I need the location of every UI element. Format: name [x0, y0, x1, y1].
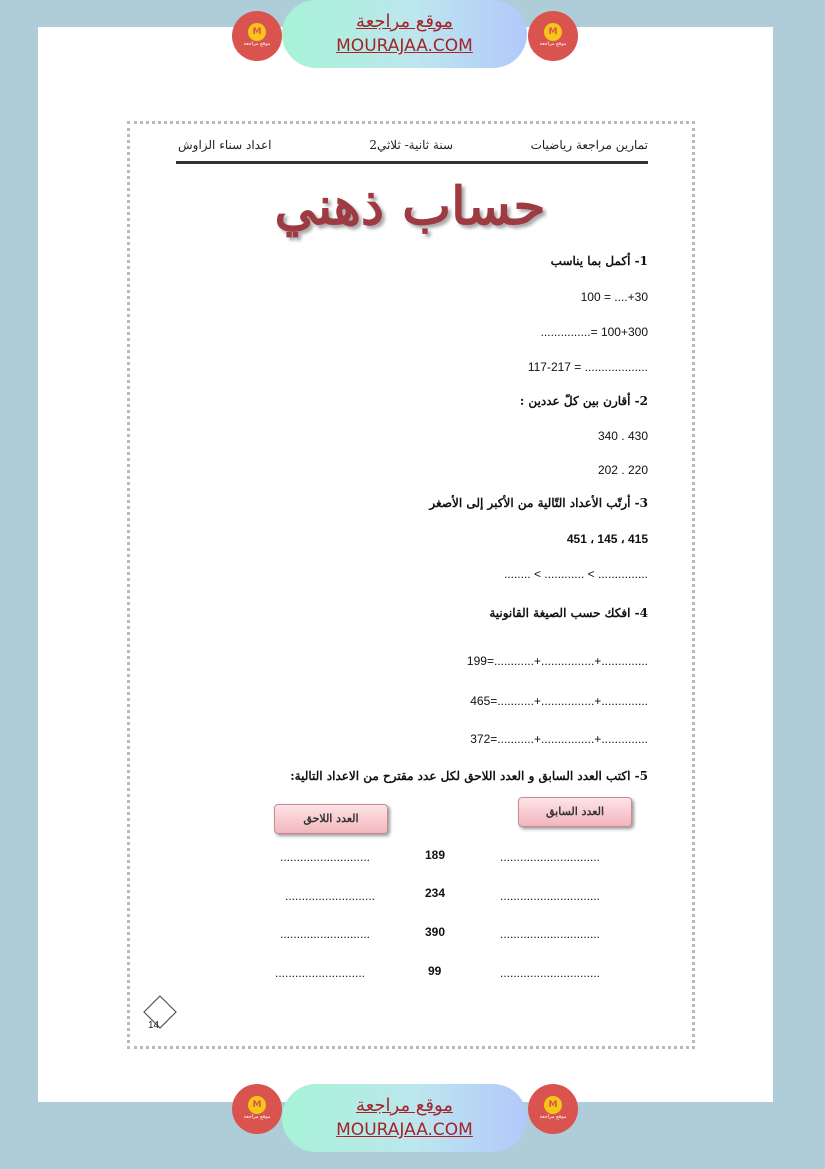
q4-heading: 4- افكك حسب الصيغة القانونية: [489, 606, 648, 620]
banner-arabic[interactable]: موقع مراجعة: [356, 11, 453, 32]
next-answer-dots: ...........................: [280, 927, 371, 941]
logo-caption: موقع مراجعة: [539, 41, 567, 47]
q3-answer-line: ........ < ............ < ...............: [503, 567, 648, 581]
q5-number: 390: [425, 925, 446, 939]
previous-number-label: العدد السابق: [518, 797, 632, 827]
q2-line: 202 . 220: [597, 463, 648, 477]
q1-heading: 1- أكمل بما يناسب: [550, 254, 648, 268]
q5-number: 189: [425, 848, 446, 862]
banner-latin[interactable]: MOURAJAA.COM: [336, 36, 473, 56]
q4-line: 465=...........+................+..............: [470, 694, 648, 708]
site-banner-top[interactable]: [282, 0, 527, 68]
worksheet-header: [178, 138, 648, 158]
worksheet-title: حساب ذهني: [274, 176, 546, 237]
logo-mark: M: [544, 23, 562, 41]
q3-heading: 3- أرتّب الأعداد التّالية من الأكبر إلى الأصغر: [429, 496, 648, 510]
q2-heading: 2- أقارن بين كلّ عددين :: [519, 394, 648, 408]
header-level: سنة ثانية- ثلاثي2: [369, 138, 453, 152]
prev-answer-dots: ..............................: [500, 966, 601, 980]
q4-line: 372=...........+................+..............: [470, 732, 648, 746]
q1-line: 100 = ....+30: [580, 290, 648, 304]
next-answer-dots: ...........................: [285, 889, 376, 903]
worksheet: [127, 121, 695, 1049]
next-answer-dots: ...........................: [275, 966, 366, 980]
header-author: اعداد سناء الزاوش: [178, 138, 272, 152]
page-number: 14: [148, 1020, 160, 1031]
logo-mark: M: [248, 1096, 266, 1114]
prev-answer-dots: ..............................: [500, 850, 601, 864]
prev-answer-dots: ..............................: [500, 927, 601, 941]
header-divider: [176, 161, 648, 164]
q5-number: 234: [425, 886, 446, 900]
banner-arabic[interactable]: موقع مراجعة: [356, 1095, 453, 1116]
q5-heading: 5- اكتب العدد السابق و العدد اللاحق لكل عدد مقترح من الاعداد التالية:: [290, 769, 648, 783]
logo-caption: موقع مراجعة: [243, 1114, 271, 1120]
site-logo-right-bottom[interactable]: [528, 1084, 578, 1134]
site-logo-left-top[interactable]: [232, 11, 282, 61]
site-logo-right-top[interactable]: [528, 11, 578, 61]
header-subject: تمارين مراجعة رياضيات: [530, 138, 648, 152]
q1-line: ...............= 100+300: [540, 325, 648, 339]
prev-answer-dots: ..............................: [500, 889, 601, 903]
q1-line: 117-217 = ...................: [527, 360, 648, 374]
site-logo-left-bottom[interactable]: [232, 1084, 282, 1134]
next-number-label: العدد اللاحق: [274, 804, 388, 834]
site-banner-bottom[interactable]: [282, 1084, 527, 1152]
banner-latin[interactable]: MOURAJAA.COM: [336, 1120, 473, 1140]
next-answer-dots: ...........................: [280, 850, 371, 864]
q3-numbers: 451 ، 145 ، 415: [566, 532, 648, 546]
logo-caption: موقع مراجعة: [243, 41, 271, 47]
q4-line: 199=............+................+..............: [466, 654, 648, 668]
logo-mark: M: [248, 23, 266, 41]
logo-caption: موقع مراجعة: [539, 1114, 567, 1120]
q2-line: 340 . 430: [597, 429, 648, 443]
logo-mark: M: [544, 1096, 562, 1114]
q5-number: 99: [428, 964, 442, 978]
